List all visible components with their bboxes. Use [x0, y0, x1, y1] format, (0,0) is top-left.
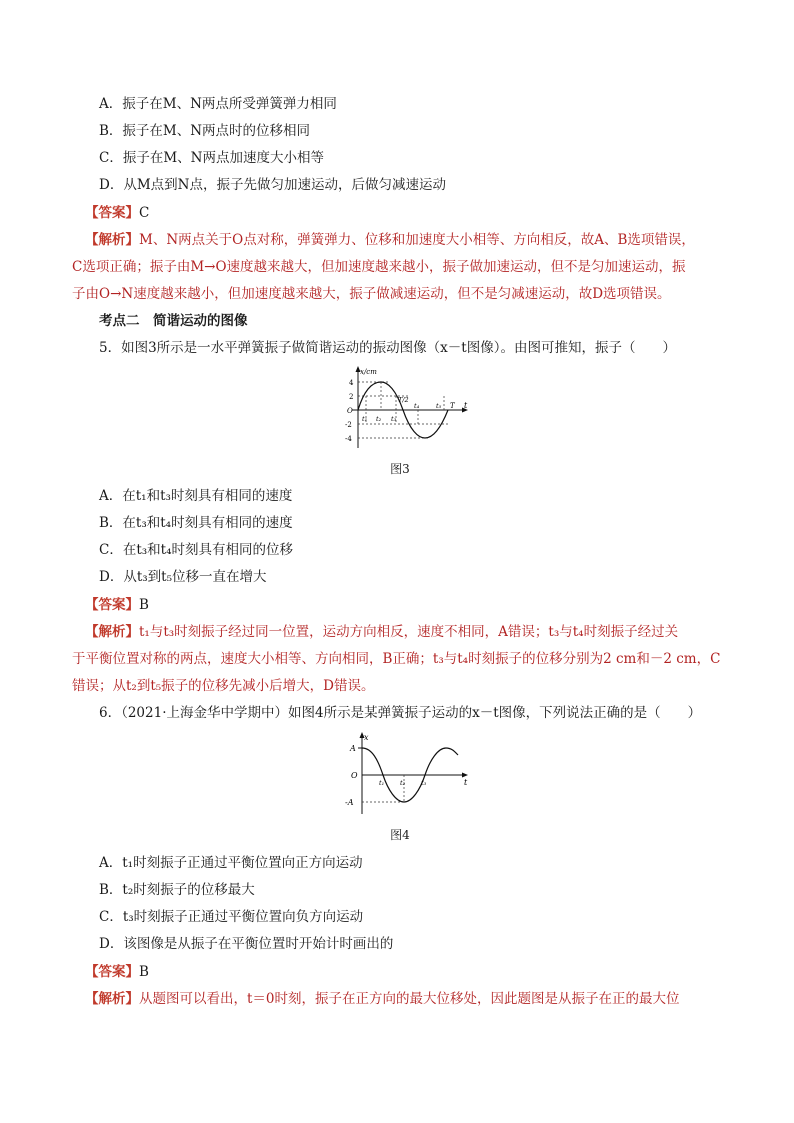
label-T: T	[450, 402, 455, 410]
q5-option-a: A．在t₁和t₃时刻具有相同的速度	[99, 488, 293, 504]
q5-option-d: D．从t₃到t₅位移一直在增大	[99, 569, 267, 585]
q4-analysis-line-2: C选项正确；振子由M→O速度越来越大，但加速度越来越小，振子做加速运动，但不是匀加速运动，振	[72, 259, 686, 275]
answer-value: C	[139, 205, 150, 221]
x-axis-label: t	[464, 778, 468, 787]
ytick-neg2: -2	[345, 421, 352, 429]
analysis-text: 从题图可以看出，t＝0时刻，振子在正方向的最大位移处，因此题图是从振子在正的最大位	[139, 991, 680, 1007]
q4-option-c: C．振子在M、N两点加速度大小相等	[99, 150, 324, 166]
label-t4: t₄	[414, 402, 420, 410]
q4-analysis-line-1	[85, 230, 745, 250]
answer-tag: 【答案】	[85, 597, 139, 613]
origin-label: O	[347, 407, 353, 415]
q6-option-c: C．t₃时刻振子正通过平衡位置向负方向运动	[99, 909, 364, 925]
q5-figure-caption: 图3	[390, 462, 410, 476]
q6-option-b: B．t₂时刻振子的位移最大	[99, 882, 255, 898]
analysis-tag: 【解析】	[85, 991, 139, 1007]
q6-analysis-line-1	[85, 989, 745, 1009]
label-t2: t₂	[400, 779, 406, 787]
q5-answer	[85, 595, 745, 615]
answer-tag: 【答案】	[85, 964, 139, 980]
q4-analysis-line-3: 子由O→N速度越来越小，但加速度越来越大，振子做减速运动，但不是匀减速运动，故D选项错误。	[72, 286, 671, 302]
analysis-tag: 【解析】	[85, 624, 139, 640]
q5-option-b: B．在t₃和t₄时刻具有相同的速度	[99, 515, 293, 531]
q4-answer	[85, 203, 745, 223]
q6-option-a: A．t₁时刻振子正通过平衡位置向正方向运动	[99, 855, 363, 871]
q5-analysis-line-2: 于平衡位置对称的两点，速度大小相等、方向相同，B正确；t₃与t₄时刻振子的位移分别为2 cm和－2 cm，C	[72, 651, 721, 667]
label-t1: t₁	[362, 415, 368, 423]
answer-value: B	[139, 964, 149, 980]
label-t3: t₃	[421, 779, 427, 787]
q6-option-d: D．该图像是从振子在平衡位置时开始计时画出的	[99, 936, 394, 952]
q5-option-c: C．在t₃和t₄时刻具有相同的位移	[99, 542, 294, 558]
label-t3: t₃	[391, 415, 397, 423]
y-axis-label: x	[364, 733, 369, 742]
answer-value: B	[139, 597, 149, 613]
ytick-A: A	[350, 744, 356, 753]
ytick-neg4: -4	[345, 435, 352, 443]
q6-answer	[85, 962, 745, 982]
q4-option-d: D．从M点到N点，振子先做匀加速运动，后做匀减速运动	[99, 177, 446, 193]
q6-stem: 6．（2021·上海金华中学期中）如图4所示是某弹簧振子运动的x－t图像，下列说法正确的是（ ）	[99, 705, 702, 721]
q5-figure	[340, 364, 480, 450]
origin-label: O	[351, 771, 358, 780]
q4-option-b: B．振子在M、N两点时的位移相同	[99, 123, 311, 139]
q6-figure-caption: 图4	[390, 828, 410, 842]
x-axis-label: t	[464, 401, 468, 410]
ytick-2: 2	[349, 393, 354, 401]
label-t1: t₁	[379, 779, 385, 787]
q5-analysis-line-3: 错误；从t₂到t₅振子的位移先减小后增大，D错误。	[72, 678, 375, 694]
q5-stem: 5．如图3所示是一水平弹簧振子做简谐运动的振动图像（x－t图像）。由图可推知，振子（ ）	[99, 340, 676, 356]
analysis-tag: 【解析】	[85, 232, 139, 248]
y-axis-label: x/cm	[360, 368, 377, 376]
label-t5: t₅	[436, 402, 442, 410]
q4-option-a: A．振子在M、N两点所受弹簧弹力相同	[99, 96, 337, 112]
label-t2: t₂	[376, 415, 382, 423]
answer-tag: 【答案】	[85, 205, 139, 221]
ytick-neg-A: -A	[345, 798, 354, 807]
analysis-text: t₁与t₃时刻振子经过同一位置，运动方向相反，速度不相同，A错误；t₃与t₄时刻振子经过关	[139, 624, 679, 640]
section-title: 考点二 简谐运动的图像	[99, 313, 248, 329]
ytick-4: 4	[349, 379, 354, 387]
q5-analysis-line-1	[85, 622, 745, 642]
analysis-text: M、N两点关于O点对称，弹簧弹力、位移和加速度大小相等、方向相反，故A、B选项错误，	[139, 232, 695, 248]
q6-figure	[340, 730, 480, 816]
label-half-T: T/2	[398, 396, 409, 404]
